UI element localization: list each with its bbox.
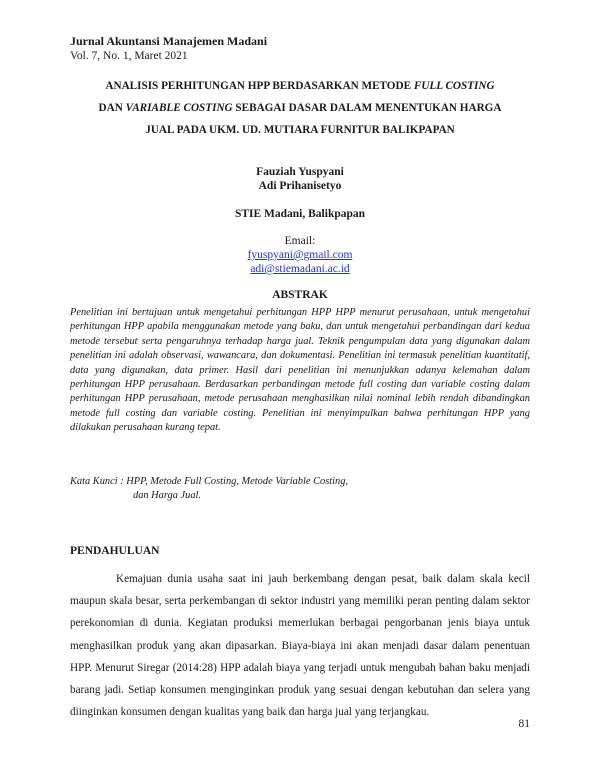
- title-italic-part: FULL COSTING: [413, 80, 495, 92]
- email-label: Email:: [284, 235, 316, 247]
- author-name: Adi Prihanisetyo: [258, 180, 342, 192]
- journal-volume-info: Vol. 7, No. 1, Maret 2021: [70, 50, 188, 62]
- title-part: DAN: [98, 102, 126, 114]
- page-number: 81: [518, 718, 530, 730]
- abstract-body: Penelitian ini bertujuan untuk mengetahui perhitungan HPP HPP menurut perusahaan, untuk mengetahui perhitungan HPP apabila menggunakan metode yang baku, dan untuk mengetahui perbandingan dari kedua metode tersebut serta pengaruhnya terhadap harga jual. Teknik pengumpulan data yang digunakan dalam penelitian ini adalah observasi, wawancara, dan dokumentasi. Penelitian ini termasuk penelitian kuantitatif, data yang digunakan, data primer. Hasil dari penelitian ini menunjukkan adanya kelemahan dalam perhitungan HPP perusahaan. Berdasarkan perbandingan metode full costing dan variable costing dalam perhitungan HPP perusahaan, metode perusahaan menghasilkan nilai nominal lebih rendah dibandingkan metode full costing dan variable costing. Penelitian ini menyimpulkan bahwa perhitungan HPP yang dilakukan perusahaan kurang tepat.: [70, 307, 530, 434]
- title-part: JUAL PADA UKM. UD. MUTIARA FURNITUR BALIKPAPAN: [145, 124, 455, 136]
- body-paragraph: Kemajuan dunia usaha saat ini jauh berkembang dengan pesat, baik dalam skala kecil maupun skala besar, serta perkembangan di sektor industri yang memiliki peran penting dalam sektor perekonomian di dunia. Kegiatan produksi memerlukan berbagai pengorbanan jenis biaya untuk menghasilkan produk yang akan dipasarkan. Biaya-biaya ini akan menjadi dasar dalam penentuan HPP. Menurut Siregar (2014:28) HPP adalah biaya yang terjadi untuk mengubah bahan baku menjadi barang jadi. Setiap konsumen menginginkan produk yang sesuai dengan kebutuhan dan selera yang diinginkan konsumen dengan kualitas yang baik dan harga jual yang terjangkau.: [70, 573, 530, 719]
- paper-title: [60, 75, 540, 141]
- email-link: [0, 249, 600, 261]
- keywords-line: dan Harga Jual.: [133, 490, 202, 501]
- email-address[interactable]: fyuspyani@gmail.com: [247, 249, 353, 261]
- affiliation: STIE Madani, Balikpapan: [234, 208, 366, 220]
- email-link: [0, 263, 600, 275]
- title-part: SEBAGAI DASAR DALAM MENENTUKAN HARGA: [232, 102, 502, 114]
- author-name: Fauziah Yuspyani: [256, 166, 344, 178]
- title-italic-part: VARIABLE COSTING: [125, 102, 233, 114]
- section-heading: PENDAHULUAN: [70, 545, 160, 557]
- keywords-line: Kata Kunci : HPP, Metode Full Costing, Metode Variable Costing,: [70, 476, 349, 487]
- author-list: [0, 165, 600, 193]
- title-part: ANALISIS PERHITUNGAN HPP BERDASARKAN METODE: [105, 80, 414, 92]
- abstract-heading: ABSTRAK: [272, 289, 328, 301]
- journal-name: Jurnal Akuntansi Manajemen Madani: [70, 34, 268, 48]
- email-address[interactable]: adi@stiemadani.ac.id: [250, 263, 350, 275]
